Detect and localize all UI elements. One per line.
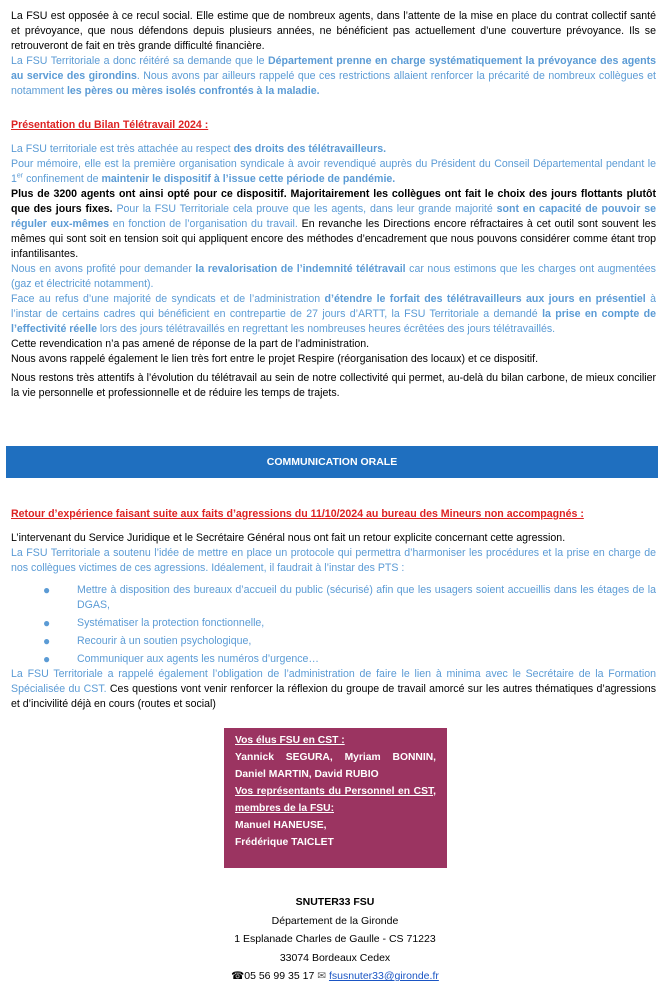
demand-bold: Département prenne en charge systématiquement la prévoyance des agents au service des girondins (11, 55, 656, 82)
teletravail-p5 (11, 292, 656, 337)
text-bold: la prise en compte de l’effectivité réelle (11, 308, 657, 335)
text-bold: sont en capacité de pouvoir se réguler eux-mêmes (11, 203, 656, 230)
representants-heading: Vos représentants du Personnel en CST, membres de la FSU: (235, 786, 436, 814)
text-bold: la revalorisation de l’indemnité télétravail (195, 263, 406, 275)
prevoyance-demand-paragraph (11, 54, 656, 99)
demand-text-2: . Nous avons par ailleurs rappelé que ces restrictions allaient renforcer la précarité de nombreux collègues et notamment (11, 70, 656, 97)
text-bold: Plus de 3200 agents ont ainsi opté pour ce dispositif. Majoritairement les collègues ont fait le choix des jours flottants plutôt que des jours fixes. (11, 188, 656, 215)
phone-icon: ☎ (231, 970, 245, 982)
footer-org: SNUTER33 FSU (295, 896, 375, 908)
text: Face au refus d’une majorité de syndicats et de l’administration (11, 293, 325, 305)
list-item-text: Mettre à disposition des bureaux d’accueil du public (sécurisé) afin que les usagers soient accueillis dans les étages de la DGAS, (77, 584, 656, 611)
list-item-text: Systématiser la protection fonctionnelle, (77, 617, 265, 629)
text: Ces questions vont venir renforcer la réflexion du groupe de travail amorcé sur les autres thématiques d’agressions et d’incivilité déjà en cours (routes et social) (11, 683, 656, 710)
prevoyance-paragraph (11, 9, 656, 54)
text: Pour la FSU Territoriale cela prouve que les agents, dans leur grande majorité (112, 203, 497, 215)
bullet-icon: ● (43, 583, 51, 597)
text: lors des jours télétravaillés en regrettant les nombreuses heures écrêtées des jours télétravaillés. (96, 323, 556, 335)
agressions-p3 (11, 667, 656, 712)
text: Pour mémoire, elle est la première organisation syndicale à avoir revendiqué auprès du Président du Conseil Départemental pendant le 1 (11, 158, 656, 185)
mail-icon: ✉ (317, 970, 327, 982)
footer-city: 33074 Bordeaux Cedex (279, 951, 391, 964)
demand-text: La FSU Territoriale a donc réitéré sa demande que le (11, 55, 268, 67)
list-item (11, 616, 656, 631)
agressions-section (11, 507, 656, 712)
text: La FSU territoriale est très attachée au respect (11, 143, 234, 155)
representant-2: Frédérique TAICLET (235, 837, 334, 848)
teletravail-p7: Nous avons rappelé également le lien très fort entre le projet Respire (réorganisation des locaux) et ce dispositif. (11, 353, 539, 365)
teletravail-p6: Cette revendication n’a pas amené de réponse de la part de l’administration. (11, 338, 370, 350)
bullet-icon: ● (43, 616, 51, 630)
text: confinement de (23, 173, 102, 185)
text: En revanche les Directions encore réfractaires à cet outil sont souvent les mêmes qui sont soit en tension soit qui appliquent encore des méthodes d’encadrement que nous pouvons considérer comme étant trop infantilisantes. (11, 218, 656, 260)
elus-names: Yannick SEGURA, Myriam BONNIN, Daniel MARTIN, David RUBIO (235, 752, 436, 780)
text: La FSU Territoriale a rappelé également l’obligation de l’administration de faire le lien à minima avec le Secrétaire de la Formation Spécialisée du CST. (11, 668, 656, 695)
bullet-icon: ● (43, 634, 51, 648)
list-item-text: Recourir à un soutien psychologique, (77, 635, 252, 647)
agressions-p1: L’intervenant du Service Juridique et le Secrétaire Général nous ont fait un retour explicite concernant cette agression. (11, 532, 566, 544)
communication-orale-banner: COMMUNICATION ORALE (6, 446, 658, 478)
footer-contact (0, 967, 670, 986)
prevoyance-text: La FSU est opposée à ce recul social. Elle estime que de nombreux agents, dans l’attente de la mise en place du contrat collectif santé et prévoyance, que nous défendons depuis plusieurs années, ne bénéficient pas actuellement d’une couverture prévoyance. Ils se retrouveront de fait en très grande difficulté financière. (11, 10, 656, 52)
teletravail-p2 (11, 157, 656, 187)
elus-box (224, 728, 447, 868)
footer-email-link[interactable]: fsusnuter33@gironde.fr (328, 970, 439, 982)
text: car nous estimons que les charges ont augmentées (gaz et électricité notamment). (11, 263, 656, 290)
text: Nous en avons profité pour demander (11, 263, 196, 275)
prevoyance-section (11, 9, 656, 99)
text-bold: maintenir le dispositif à l’issue cette période de pandémie. (101, 173, 396, 185)
list-item (11, 583, 656, 613)
list-item (11, 652, 656, 667)
list-item (11, 634, 656, 649)
teletravail-p4 (11, 262, 656, 292)
text-bold: d’étendre le forfait des télétravailleurs aux jours en présentiel (324, 293, 646, 305)
footer (0, 893, 670, 986)
text-bold: des droits des télétravailleurs. (233, 143, 387, 155)
footer-dept: Département de la Gironde (271, 914, 399, 927)
text: à l’instar de certains cadres qui bénéficient en contrepartie de 27 jours d’ARTT, la FSU Territoriale a demandé (11, 293, 656, 320)
bullet-icon: ● (43, 652, 51, 666)
representant-1: Manuel HANEUSE, (235, 820, 327, 831)
teletravail-title: Présentation du Bilan Télétravail 2024 : (11, 119, 209, 131)
agressions-title: Retour d’expérience faisant suite aux faits d’agressions du 11/10/2024 au bureau des Mineurs non accompagnés : (11, 508, 584, 520)
teletravail-section (11, 118, 656, 401)
teletravail-p1 (11, 142, 656, 157)
footer-phone: 05 56 99 35 17 (244, 970, 315, 982)
list-item-text: Communiquer aux agents les numéros d’urgence… (77, 653, 320, 665)
agressions-p2: La FSU Territoriale a soutenu l’idée de mettre en place un protocole qui permettra d’harmoniser les procédures et la prise en charge de nos collègues victimes de ces agressions. Idéalement, il faudrait à l’instar des PTS : (11, 547, 656, 574)
demand-bold-2: les pères ou mères isolés confrontés à la maladie. (66, 85, 320, 97)
footer-address: 1 Esplanade Charles de Gaulle - CS 71223 (234, 933, 436, 945)
elus-heading: Vos élus FSU en CST : (235, 735, 345, 746)
teletravail-p3 (11, 187, 656, 262)
text: en fonction de l’organisation du travail. (109, 218, 298, 230)
superscript: er (16, 172, 24, 180)
teletravail-p8: Nous restons très attentifs à l’évolution du télétravail au sein de notre collectivité qui permet, au-delà du bilan carbone, de mieux concilier la vie personnelle et professionnelle et de réduire les temps de trajets. (11, 372, 656, 399)
agressions-bullet-list (11, 583, 656, 667)
